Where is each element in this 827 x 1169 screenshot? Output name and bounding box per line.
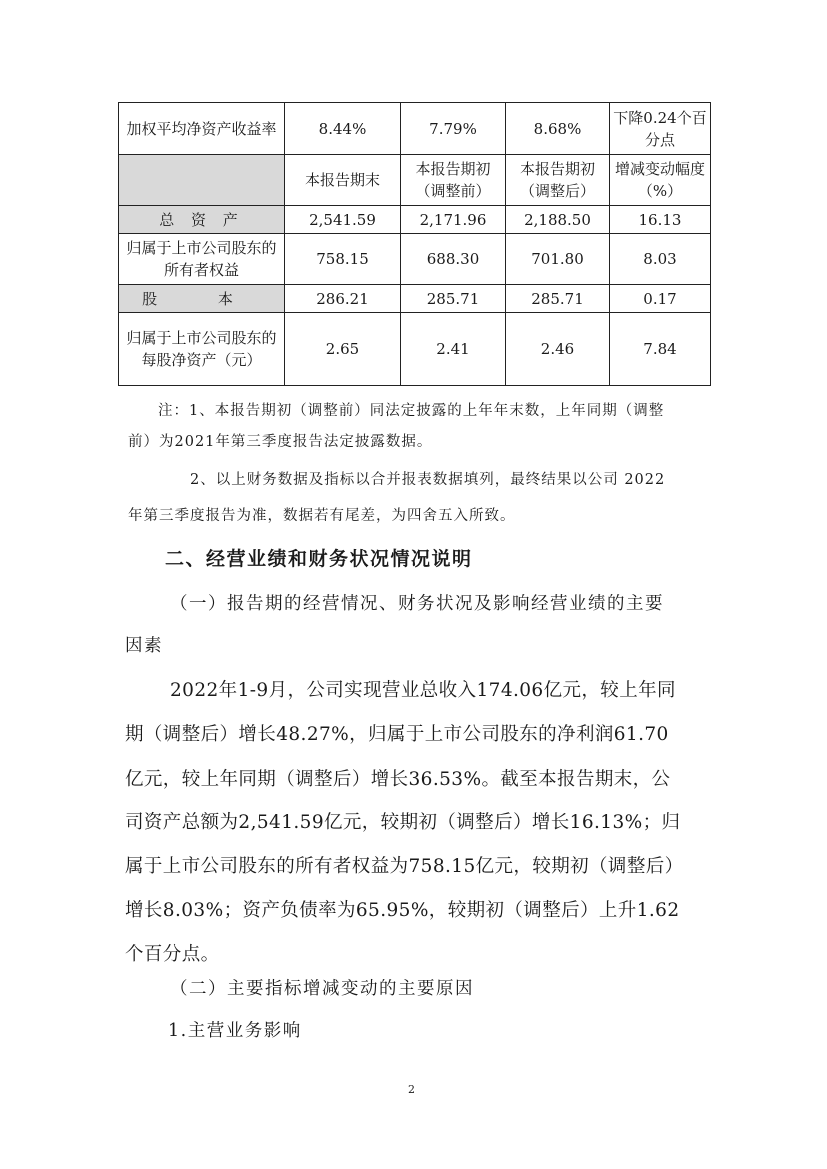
note-1-line-1: 注：1、本报告期初（调整前）同法定披露的上年年末数，上年同期（调整 <box>158 403 665 419</box>
table-cell: 0.17 <box>610 285 711 313</box>
note-2-line-2: 年第三季度报告为准，数据若有尾差，为四舍五入所致。 <box>128 508 516 524</box>
table-cell: 下降0.24个百分点 <box>610 103 711 155</box>
row-label: 股 本 <box>119 285 285 313</box>
paragraph-line: 2022年1-9月，公司实现营业总收入174.06亿元，较上年同 <box>170 680 676 701</box>
column-header: 本报告期末 <box>285 155 401 206</box>
table-cell: 7.84 <box>610 313 711 386</box>
row-label: 加权平均净资产收益率 <box>119 103 285 155</box>
table-cell: 16.13 <box>610 206 711 234</box>
table-row <box>119 234 711 285</box>
paragraph-line: 亿元，较上年同期（调整后）增长36.53%。截至本报告期末，公 <box>125 769 671 790</box>
paragraph-line: 期（调整后）增长48.27%，归属于上市公司股东的净利润61.70 <box>125 724 669 745</box>
paragraph-line: 属于上市公司股东的所有者权益为758.15亿元，较期初（调整后） <box>125 856 684 877</box>
table-cell: 701.80 <box>506 234 610 285</box>
table-cell: 8.03 <box>610 234 711 285</box>
page-number: 2 <box>408 1083 415 1096</box>
row-label: 归属于上市公司股东的所有者权益 <box>119 234 285 285</box>
column-header: 增减变动幅度（%） <box>610 155 711 206</box>
column-header: 本报告期初（调整后） <box>506 155 610 206</box>
subsection-heading-2: （二）主要指标增减变动的主要原因 <box>170 979 474 999</box>
row-label: 归属于上市公司股东的每股净资产（元） <box>119 313 285 386</box>
table-cell: 286.21 <box>285 285 401 313</box>
table-cell: 2.41 <box>401 313 506 386</box>
row-label: 总 资 产 <box>119 206 285 234</box>
table-cell: 285.71 <box>401 285 506 313</box>
table-row <box>119 103 711 155</box>
financial-indicators-table <box>118 102 711 386</box>
table-row <box>119 285 711 313</box>
paragraph-line: 司资产总额为2,541.59亿元，较期初（调整后）增长16.13%；归 <box>125 812 681 833</box>
table-cell: 2,541.59 <box>285 206 401 234</box>
table-cell: 8.68% <box>506 103 610 155</box>
table-cell: 8.44% <box>285 103 401 155</box>
table-header-row <box>119 155 711 206</box>
table-row <box>119 206 711 234</box>
table-cell: 758.15 <box>285 234 401 285</box>
subsection-heading-1: （一）报告期的经营情况、财务状况及影响经营业绩的主要 <box>170 594 664 614</box>
table-cell: 2.46 <box>506 313 610 386</box>
section-heading: 二、经营业绩和财务状况情况说明 <box>165 548 473 570</box>
table-cell: 688.30 <box>401 234 506 285</box>
item-heading: 1.主营业务影响 <box>168 1021 302 1041</box>
table-cell: 285.71 <box>506 285 610 313</box>
note-2-line-1: 2、以上财务数据及指标以合并报表数据填列，最终结果以公司 2022 <box>190 472 666 488</box>
table-cell: 2,171.96 <box>401 206 506 234</box>
table-cell: 2,188.50 <box>506 206 610 234</box>
paragraph-line: 增长8.03%；资产负债率为65.95%，较期初（调整后）上升1.62 <box>125 900 680 921</box>
row-label <box>119 155 285 206</box>
table-cell: 2.65 <box>285 313 401 386</box>
note-1-line-2: 前）为2021年第三季度报告法定披露数据。 <box>128 434 433 450</box>
table-row <box>119 313 711 386</box>
table-cell: 7.79% <box>401 103 506 155</box>
subsection-heading-1-cont: 因素 <box>125 636 163 656</box>
column-header: 本报告期初（调整前） <box>401 155 506 206</box>
paragraph-line: 个百分点。 <box>125 944 220 965</box>
